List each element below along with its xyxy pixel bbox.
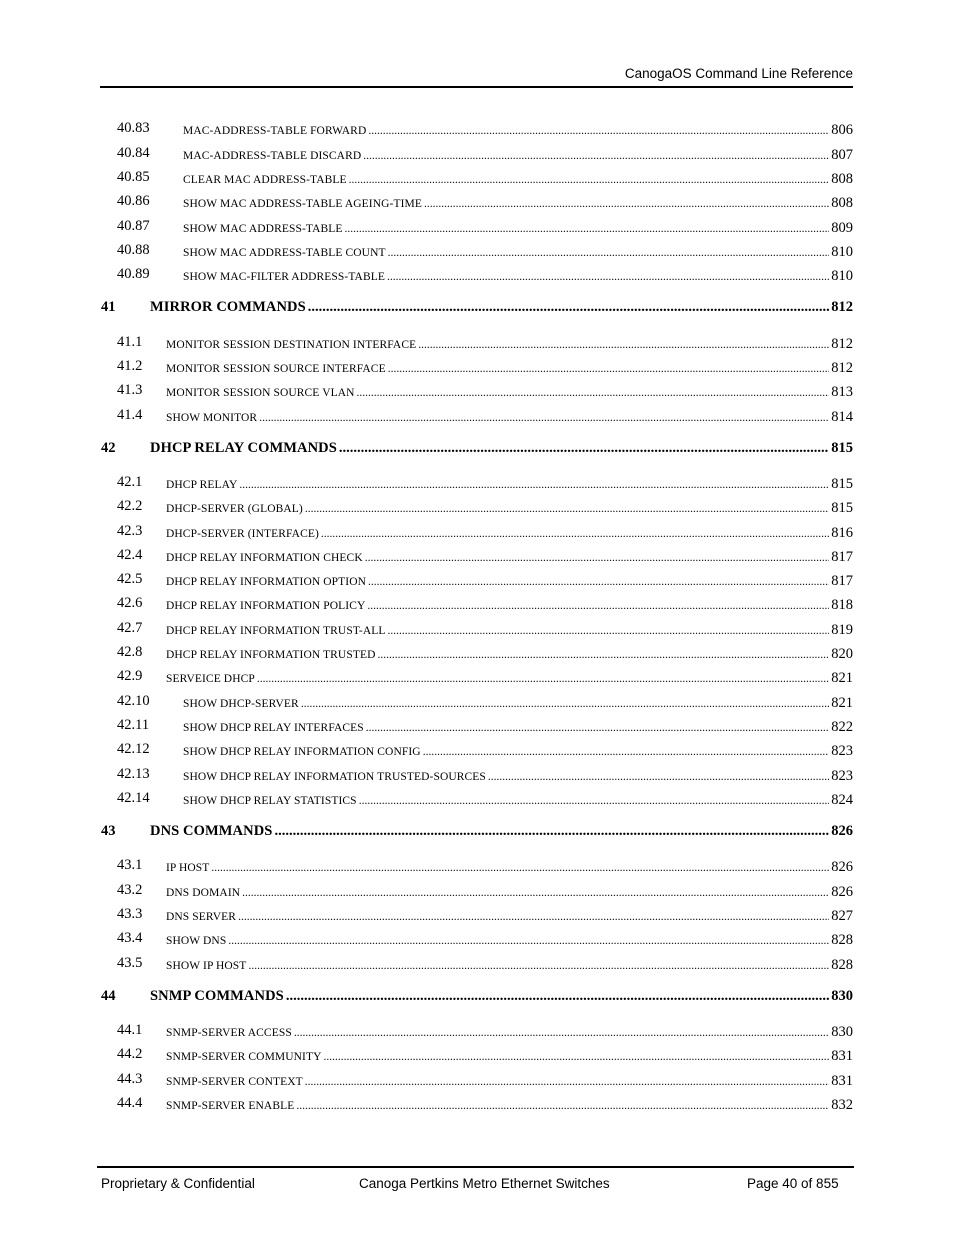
dot-leader (366, 722, 829, 734)
toc-entry-title: MONITOR SESSION SOURCE VLAN (166, 387, 355, 399)
toc-entry[interactable] (0, 242, 954, 264)
toc-entry-title: SNMP COMMANDS (150, 988, 284, 1004)
toc-entry-number: 44.2 (117, 1046, 143, 1062)
toc-entry-page: 808 (831, 195, 853, 211)
toc-entry[interactable] (0, 1046, 954, 1068)
toc-entry-title: CLEAR MAC ADDRESS-TABLE (183, 174, 347, 186)
dot-leader (368, 576, 829, 588)
toc-entry-page: 817 (831, 573, 853, 589)
toc-entry-number: 41.4 (117, 407, 143, 423)
toc-entry-number: 40.85 (117, 169, 150, 185)
toc-entry-number: 42.6 (117, 595, 143, 611)
toc-entry[interactable] (0, 145, 954, 167)
toc-entry-number: 40.87 (117, 218, 150, 234)
toc-entry-number: 40.89 (117, 266, 150, 282)
toc-entry-number: 42.11 (117, 717, 150, 733)
toc-entry-title: SHOW MONITOR (166, 412, 258, 424)
toc-entry[interactable] (0, 668, 954, 690)
dot-leader (423, 746, 830, 758)
toc-entry-leader-line (166, 1073, 853, 1090)
header-title: CanogaOS Command Line Reference (624, 66, 853, 81)
toc-entry[interactable] (0, 741, 954, 763)
toc-entry-title: SHOW MAC ADDRESS-TABLE COUNT (183, 247, 386, 259)
toc-entry-title: SHOW DNS (166, 935, 227, 947)
toc-entry[interactable] (0, 644, 954, 666)
toc-entry-number: 44 (101, 988, 116, 1004)
toc-entry-title: DNS COMMANDS (150, 823, 273, 839)
dot-leader (418, 339, 829, 351)
toc-entry-page: 815 (831, 500, 853, 516)
toc-entry-page: 816 (831, 525, 853, 541)
dot-leader (211, 862, 829, 874)
dot-leader (305, 1076, 829, 1088)
toc-entry-title: DNS DOMAIN (166, 887, 241, 899)
toc-entry[interactable] (0, 766, 954, 788)
toc-entry-leader-line (183, 768, 853, 785)
dot-leader (339, 440, 829, 457)
toc-entry-leader-line (166, 1024, 853, 1041)
toc-entry-page: 828 (831, 932, 853, 948)
toc-entry-leader-line (166, 500, 853, 517)
toc-entry-leader-line (166, 1097, 853, 1114)
dot-leader (367, 600, 829, 612)
toc-entry-title: MIRROR COMMANDS (150, 299, 306, 315)
toc-entry-page: 815 (831, 476, 853, 492)
toc-entry-page: 832 (831, 1097, 853, 1113)
dot-leader (363, 150, 829, 162)
toc-entry[interactable] (0, 266, 954, 288)
toc-entry-number: 44.3 (117, 1071, 143, 1087)
toc-entry[interactable] (0, 169, 954, 191)
toc-entry-title: SHOW DHCP RELAY STATISTICS (183, 795, 357, 807)
toc-entry-title: DHCP RELAY INFORMATION POLICY (166, 600, 366, 612)
toc-entry-page: 822 (831, 719, 853, 735)
toc-entry-page: 812 (831, 336, 853, 352)
toc-entry-leader-line (183, 147, 853, 164)
toc-entry-number: 41.2 (117, 358, 143, 374)
dot-leader (349, 174, 830, 186)
dot-leader (368, 125, 829, 137)
toc-entry[interactable] (0, 1022, 954, 1044)
toc-entry[interactable] (0, 334, 954, 356)
toc-entry[interactable] (0, 523, 954, 545)
toc-entry-title: MAC-ADDRESS-TABLE DISCARD (183, 150, 362, 162)
toc-entry-title: SNMP-SERVER CONTEXT (166, 1076, 303, 1088)
toc-entry-number: 42.7 (117, 620, 143, 636)
toc-entry[interactable] (0, 218, 954, 240)
toc-entry-leader-line (166, 336, 853, 353)
toc-entry-title: SHOW DHCP RELAY INFORMATION TRUSTED-SOURCES (183, 771, 486, 783)
toc-chapter-entry[interactable] (0, 440, 954, 462)
toc-entry-leader-line (150, 299, 853, 316)
toc-entry-title: MONITOR SESSION SOURCE INTERFACE (166, 363, 386, 375)
toc-entry[interactable] (0, 407, 954, 429)
toc-entry[interactable] (0, 693, 954, 715)
toc-entry-number: 42.2 (117, 498, 143, 514)
toc-entry-leader-line (183, 244, 853, 261)
toc-entry-leader-line (166, 646, 853, 663)
toc-entry-page: 818 (831, 597, 853, 613)
toc-entry-number: 41.1 (117, 334, 143, 350)
toc-entry-page: 809 (831, 220, 853, 236)
dot-leader (238, 911, 829, 923)
toc-entry-page: 830 (831, 988, 853, 1004)
dot-leader (286, 988, 829, 1005)
toc-entry-leader-line (183, 171, 853, 188)
dot-leader (294, 1027, 829, 1039)
dot-leader (239, 479, 829, 491)
toc-entry-leader-line (166, 525, 853, 542)
toc-entry-number: 42.12 (117, 741, 150, 757)
toc-entry-leader-line (183, 719, 853, 736)
toc-entry-page: 826 (831, 884, 853, 900)
toc-entry[interactable] (0, 882, 954, 904)
toc-entry-leader-line (183, 792, 853, 809)
toc-entry-page: 813 (831, 384, 853, 400)
toc-entry-number: 42 (101, 440, 116, 456)
toc-entry-number: 42.1 (117, 474, 143, 490)
toc-entry-leader-line (166, 384, 853, 401)
toc-entry-number: 43.4 (117, 930, 143, 946)
toc-entry-number: 44.1 (117, 1022, 143, 1038)
toc-entry-number: 40.86 (117, 193, 150, 209)
toc-entry-page: 827 (831, 908, 853, 924)
toc-entry-page: 821 (831, 670, 853, 686)
footer-confidentiality: Proprietary & Confidential (101, 1176, 255, 1191)
toc-entry[interactable] (0, 620, 954, 642)
toc-entry-leader-line (166, 908, 853, 925)
toc-entry-leader-line (166, 409, 853, 426)
toc-entry-title: DHCP RELAY INFORMATION OPTION (166, 576, 367, 588)
toc-entry-page: 808 (831, 171, 853, 187)
toc-entry[interactable] (0, 120, 954, 142)
toc-entry-title: MONITOR SESSION DESTINATION INTERFACE (166, 339, 417, 351)
toc-entry-number: 44.4 (117, 1095, 143, 1111)
toc-entry-title: SNMP-SERVER COMMUNITY (166, 1051, 322, 1063)
toc-entry-leader-line (166, 573, 853, 590)
dot-leader (321, 528, 829, 540)
toc-entry[interactable] (0, 906, 954, 928)
toc-entry-number: 41.3 (117, 382, 143, 398)
toc-entry-page: 817 (831, 549, 853, 565)
toc-entry-page: 823 (831, 768, 853, 784)
toc-entry-leader-line (166, 476, 853, 493)
toc-entry-leader-line (166, 597, 853, 614)
toc-entry-leader-line (150, 823, 853, 840)
toc-entry-page: 815 (831, 440, 853, 456)
toc-entry-page: 814 (831, 409, 853, 425)
dot-leader (248, 960, 829, 972)
dot-leader (345, 223, 830, 235)
toc-entry-page: 831 (831, 1073, 853, 1089)
toc-entry[interactable] (0, 571, 954, 593)
toc-entry[interactable] (0, 547, 954, 569)
toc-entry-leader-line (166, 360, 853, 377)
dot-leader (365, 552, 830, 564)
dot-leader (296, 1100, 829, 1112)
toc-entry-leader-line (183, 743, 853, 760)
toc-chapter-entry[interactable] (0, 988, 954, 1010)
toc-entry[interactable] (0, 857, 954, 879)
toc-entry-leader-line (166, 859, 853, 876)
toc-entry[interactable] (0, 595, 954, 617)
toc-entry-number: 42.8 (117, 644, 143, 660)
toc-entry-page: 810 (831, 244, 853, 260)
toc-entry-page: 807 (831, 147, 853, 163)
toc-entry-leader-line (183, 195, 853, 212)
toc-entry-title: IP HOST (166, 862, 210, 874)
dot-leader (257, 673, 829, 685)
dot-leader (305, 503, 829, 515)
toc-entry[interactable] (0, 1071, 954, 1093)
toc-entry-page: 824 (831, 792, 853, 808)
toc-entry-number: 40.84 (117, 145, 150, 161)
toc-entry-page: 826 (831, 823, 853, 839)
toc-entry-number: 42.10 (117, 693, 150, 709)
toc-entry-number: 42.5 (117, 571, 143, 587)
toc-entry-leader-line (150, 988, 853, 1005)
dot-leader (378, 649, 830, 661)
dot-leader (301, 698, 829, 710)
dot-leader (388, 363, 830, 375)
toc-entry-number: 42.13 (117, 766, 150, 782)
dot-leader (308, 299, 830, 316)
toc-entry-leader-line (183, 220, 853, 237)
toc-entry-title: SHOW MAC ADDRESS-TABLE (183, 223, 343, 235)
toc-entry-title: SNMP-SERVER ENABLE (166, 1100, 295, 1112)
toc-entry[interactable] (0, 930, 954, 952)
toc-entry[interactable] (0, 790, 954, 812)
toc-entry-number: 40.88 (117, 242, 150, 258)
toc-entry-title: SHOW MAC-FILTER ADDRESS-TABLE (183, 271, 385, 283)
toc-entry-number: 43 (101, 823, 116, 839)
toc-entry-title: SHOW DHCP-SERVER (183, 698, 299, 710)
toc-entry-number: 42.9 (117, 668, 143, 684)
toc-entry-page: 823 (831, 743, 853, 759)
toc-entry-page: 826 (831, 859, 853, 875)
toc-entry[interactable] (0, 193, 954, 215)
toc-entry-title: DHCP-SERVER (INTERFACE) (166, 528, 319, 540)
toc-entry-title: DHCP RELAY INFORMATION TRUST-ALL (166, 625, 386, 637)
toc-entry-leader-line (166, 957, 853, 974)
toc-entry-number: 43.1 (117, 857, 143, 873)
toc-entry-leader-line (166, 622, 853, 639)
dot-leader (274, 823, 829, 840)
dot-leader (387, 271, 829, 283)
toc-entry-title: SHOW IP HOST (166, 960, 247, 972)
toc-entry-number: 42.14 (117, 790, 150, 806)
footer-page-number: Page 40 of 855 (747, 1176, 839, 1191)
toc-entry-leader-line (150, 440, 853, 457)
toc-entry-title: DHCP RELAY (166, 479, 238, 491)
toc-entry-page: 806 (831, 122, 853, 138)
dot-leader (488, 771, 829, 783)
footer-product-name: Canoga Pertkins Metro Ethernet Switches (359, 1176, 610, 1191)
toc-entry-page: 812 (831, 299, 853, 315)
toc-chapter-entry[interactable] (0, 823, 954, 845)
toc-entry-title: DHCP RELAY COMMANDS (150, 440, 337, 456)
toc-entry-page: 819 (831, 622, 853, 638)
toc-entry-leader-line (183, 695, 853, 712)
toc-entry-title: DNS SERVER (166, 911, 237, 923)
toc-entry-title: SHOW DHCP RELAY INTERFACES (183, 722, 364, 734)
toc-entry-title: SERVEICE DHCP (166, 673, 255, 685)
toc-entry-title: DHCP RELAY INFORMATION CHECK (166, 552, 363, 564)
toc-entry-leader-line (183, 268, 853, 285)
footer-divider (97, 1166, 854, 1168)
toc-entry-leader-line (183, 122, 853, 139)
toc-entry[interactable] (0, 1095, 954, 1117)
toc-entry[interactable] (0, 498, 954, 520)
toc-entry-number: 43.5 (117, 955, 143, 971)
toc-entry[interactable] (0, 358, 954, 380)
toc-entry-title: SNMP-SERVER ACCESS (166, 1027, 292, 1039)
toc-entry-number: 42.4 (117, 547, 143, 563)
dot-leader (324, 1051, 830, 1063)
toc-entry[interactable] (0, 382, 954, 404)
toc-entry-title: SHOW DHCP RELAY INFORMATION CONFIG (183, 746, 421, 758)
dot-leader (259, 412, 829, 424)
dot-leader (359, 795, 830, 807)
toc-entry-title: DHCP RELAY INFORMATION TRUSTED (166, 649, 376, 661)
toc-entry[interactable] (0, 474, 954, 496)
toc-entry-number: 41 (101, 299, 116, 315)
toc-entry-title: SHOW MAC ADDRESS-TABLE AGEING-TIME (183, 198, 422, 210)
toc-entry-number: 42.3 (117, 523, 143, 539)
toc-entry-page: 810 (831, 268, 853, 284)
dot-leader (388, 625, 830, 637)
toc-entry-page: 812 (831, 360, 853, 376)
toc-entry-number: 43.2 (117, 882, 143, 898)
toc-entry-number: 43.3 (117, 906, 143, 922)
toc-entry-page: 830 (831, 1024, 853, 1040)
toc-entry-title: MAC-ADDRESS-TABLE FORWARD (183, 125, 367, 137)
toc-entry-leader-line (166, 670, 853, 687)
toc-entry-leader-line (166, 932, 853, 949)
toc-entry-title: DHCP-SERVER (GLOBAL) (166, 503, 303, 515)
toc-entry-page: 828 (831, 957, 853, 973)
dot-leader (388, 247, 830, 259)
toc-entry[interactable] (0, 955, 954, 977)
toc-entry-page: 820 (831, 646, 853, 662)
toc-entry-leader-line (166, 884, 853, 901)
dot-leader (228, 935, 829, 947)
toc-entry-number: 40.83 (117, 120, 150, 136)
dot-leader (424, 198, 829, 210)
toc-entry-page: 831 (831, 1048, 853, 1064)
dot-leader (242, 887, 829, 899)
toc-entry-leader-line (166, 549, 853, 566)
toc-entry-leader-line (166, 1048, 853, 1065)
toc-chapter-entry[interactable] (0, 299, 954, 321)
dot-leader (357, 387, 830, 399)
toc-entry[interactable] (0, 717, 954, 739)
toc-entry-page: 821 (831, 695, 853, 711)
